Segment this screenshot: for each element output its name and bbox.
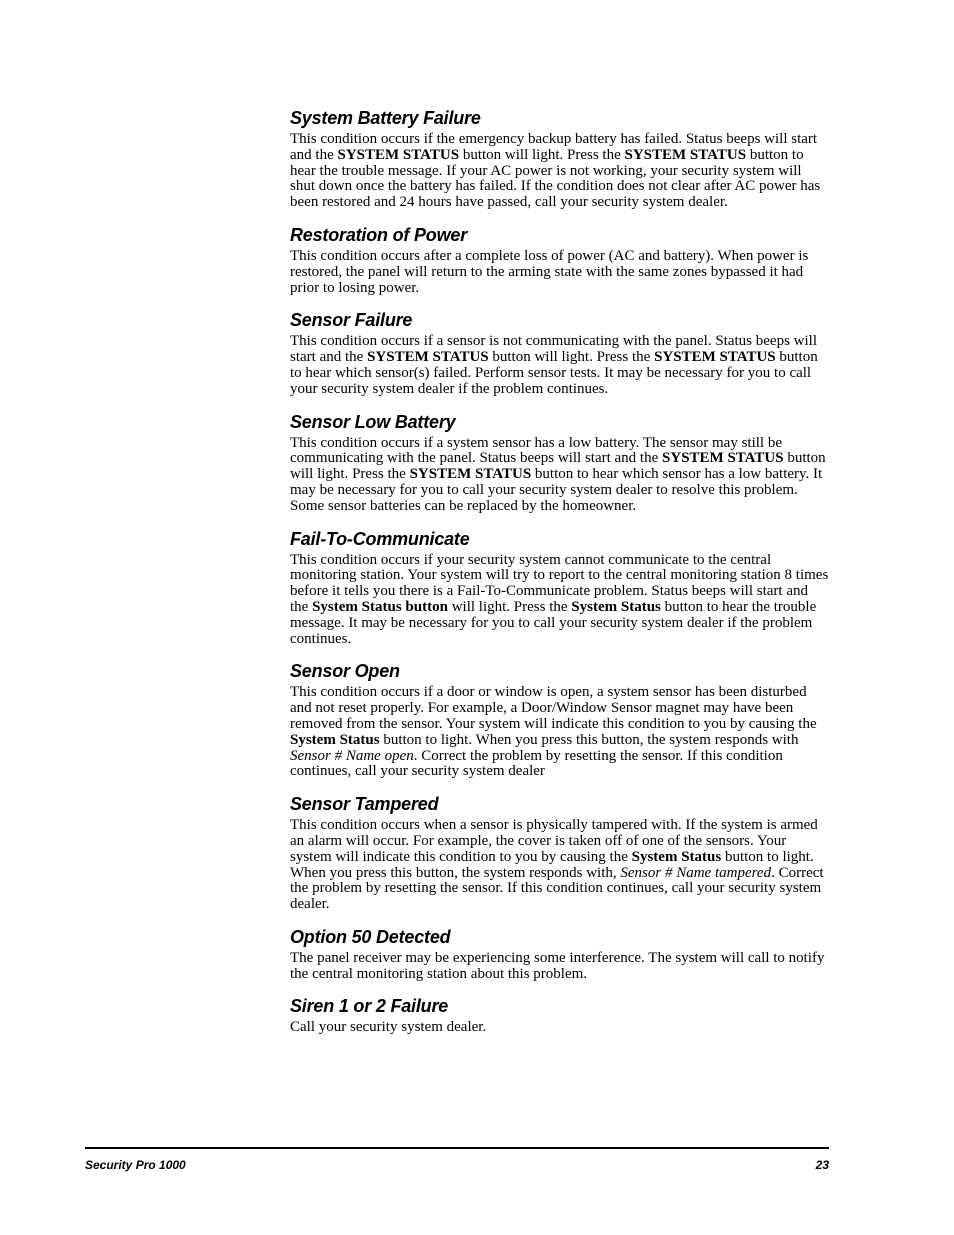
- section-heading: Sensor Open: [290, 661, 400, 682]
- section-body: [290, 553, 830, 648]
- bold-text: SYSTEM STATUS: [337, 146, 460, 163]
- body-text: . Correct the problem by resetting the sensor. If this condition continues, call your security system dealer: [290, 747, 783, 780]
- section-body: [290, 685, 830, 780]
- section-heading: Sensor Low Battery: [290, 411, 456, 432]
- body-text: button will light. Press the: [290, 450, 826, 483]
- body-text: button will light. Press the: [459, 146, 625, 163]
- body-text: This condition occurs when a sensor is physically tampered with. If the system is armed an alarm will occur. For example, the cover is taken off of one of the sensors. Your system will indicate this condition to you by causing the: [290, 817, 818, 865]
- bold-text: System Status: [571, 598, 661, 615]
- bold-text: SYSTEM STATUS: [662, 450, 784, 467]
- section: [290, 224, 830, 296]
- bold-text: System Status: [631, 848, 722, 865]
- body-text: . Correct the problem by resetting the sensor. If this condition continues, call your security system dealer.: [290, 864, 824, 913]
- content-column: [290, 107, 830, 1049]
- section-heading: System Battery Failure: [290, 108, 481, 128]
- section-body: [290, 132, 830, 211]
- section-body: [290, 334, 830, 397]
- section-heading: Sensor Failure: [290, 310, 413, 331]
- bold-text: SYSTEM STATUS: [409, 466, 532, 483]
- bold-text: SYSTEM STATUS: [367, 349, 489, 366]
- section-body: [290, 818, 830, 913]
- section-body: [290, 951, 830, 983]
- body-text: Call your security system dealer.: [290, 1019, 487, 1036]
- bold-text: System Status button: [312, 598, 448, 615]
- section-heading: Fail-To-Communicate: [290, 528, 470, 549]
- body-text: will light. Press the: [447, 598, 572, 615]
- body-text: button to hear the trouble message. It may be necessary for you to call your security system dealer if the problem continues.: [290, 598, 817, 647]
- bold-text: System Status: [290, 731, 380, 748]
- section-heading: Siren 1 or 2 Failure: [290, 996, 449, 1017]
- section-heading: Restoration of Power: [290, 224, 468, 245]
- body-text: This condition occurs if a door or window is open, a system sensor has been disturbed and not reset properly. For example, a Door/Window Sensor magnet may have been removed from the sensor. Your system will indicate this condition to you by causing the: [290, 684, 817, 732]
- body-text: This condition occurs if a sensor is not communicating with the panel. Status beeps will start and the: [290, 333, 817, 366]
- body-text: button will light. Press the: [488, 349, 655, 366]
- italic-text: Sensor # Name open: [290, 747, 414, 764]
- section-body: [290, 1020, 830, 1036]
- bold-text: SYSTEM STATUS: [624, 146, 747, 163]
- body-text: This condition occurs if the emergency backup battery has failed. Status beeps will start and the: [290, 131, 818, 163]
- italic-text: Sensor # Name tampered: [620, 864, 772, 881]
- section-body: [290, 436, 830, 515]
- body-text: This condition occurs after a complete loss of power (AC and battery). When power is restored, the panel will return to the arming state with the same zones bypassed it had prior to losing power.: [290, 247, 809, 296]
- section: [290, 411, 830, 515]
- body-text: button to light. When you press this button, the system responds with: [379, 731, 799, 748]
- section-body: [290, 249, 830, 296]
- footer-rule: [85, 1147, 829, 1149]
- section-heading: Sensor Tampered: [290, 794, 439, 815]
- section: [290, 793, 830, 913]
- section-heading: Option 50 Detected: [290, 926, 451, 947]
- footer-page-number: 23: [815, 1158, 829, 1172]
- section: [290, 309, 830, 397]
- section: [290, 107, 830, 211]
- footer-product-name: Security Pro 1000: [85, 1158, 186, 1172]
- section: [290, 660, 830, 780]
- body-text: This condition occurs if your security system cannot communicate to the central monitoring station. Your system will try to report to the central monitoring station 8 times before it tells you there is a Fail-To-Communicate problem. Status beeps will start and the: [290, 551, 829, 615]
- bold-text: SYSTEM STATUS: [654, 349, 776, 366]
- section: [290, 995, 830, 1036]
- body-text: This condition occurs if a system sensor has a low battery. The sensor may still be communicating with the panel. Status beeps will start and the: [290, 434, 782, 467]
- section: [290, 528, 830, 648]
- section: [290, 926, 830, 983]
- body-text: button to hear the trouble message. If your AC power is not working, your security system will shut down once the battery has failed. If the condition does not clear after AC power has been restored and 24 hours have passed, call your security system dealer.: [290, 146, 821, 211]
- body-text: button to light. When you press this button, the system responds with,: [290, 848, 814, 881]
- body-text: button to hear which sensor has a low battery. It may be necessary for you to call your security system dealer to resolve this problem. Some sensor batteries can be replaced by the homeowner.: [290, 466, 823, 514]
- body-text: The panel receiver may be experiencing some interference. The system will call to notify the central monitoring station about this problem.: [290, 949, 825, 982]
- body-text: button to hear which sensor(s) failed. Perform sensor tests. It may be necessary for you to call your security system dealer if the problem continues.: [290, 349, 818, 397]
